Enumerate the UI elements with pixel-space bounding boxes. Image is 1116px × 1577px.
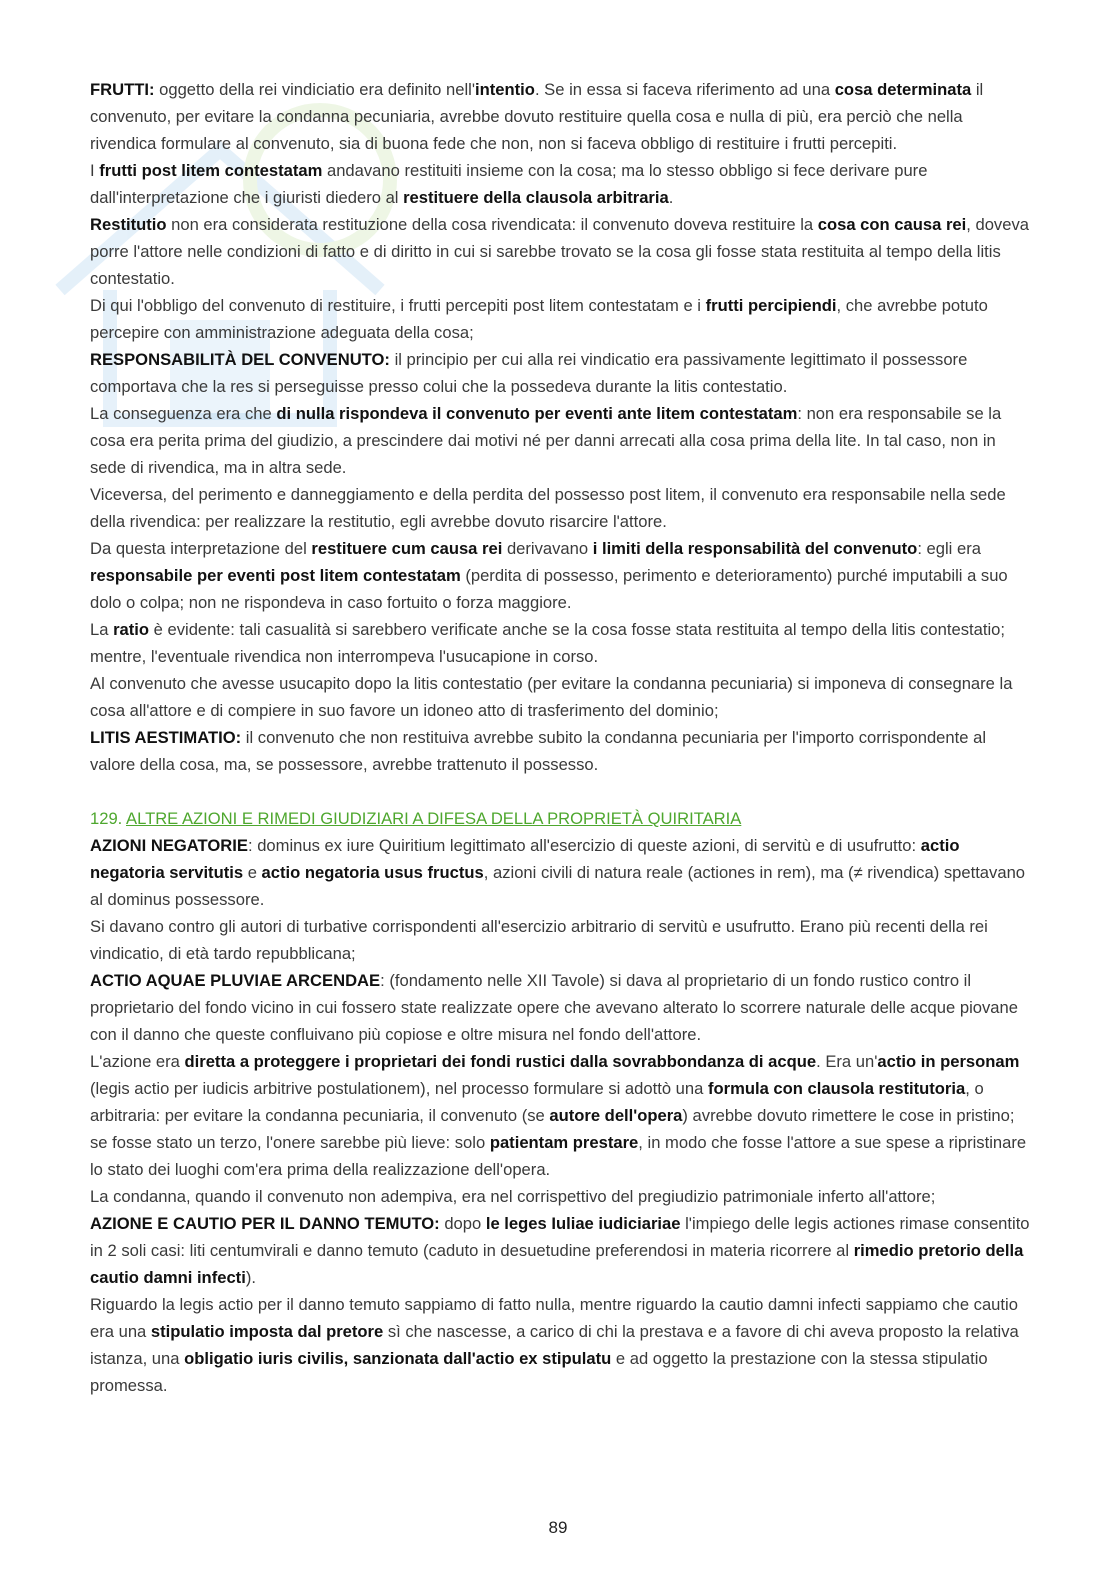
paragraph-actio-aquae: ACTIO AQUAE PLUVIAE ARCENDAE: (fondamento nelle XII Tavole) si dava al proprietario di un fondo rustico contro il proprietario del fondo vicino in cui fossero state realizzate opere che avevano alterato lo scorrere naturale delle acque piovane con il danno che queste confluivano più copiose e oltre misura nel fondo dell'attore.: [90, 971, 1018, 1044]
paragraph-restitutio: Restitutio non era considerata restituzione della cosa rivendicata: il convenuto doveva restituire la cosa con causa rei, doveva porre l'attore nelle condizioni di fatto e di diritto in cui si sarebbe trovato se la cosa gli fosse stata restituita al tempo della litis contestatio.: [90, 215, 1029, 288]
paragraph-frutti: FRUTTI: oggetto della rei vindiciatio era definito nell'intentio. Se in essa si faceva riferimento ad una cosa determinata il convenuto, per evitare la condanna pecuniaria, avrebbe dovuto restituire quella cosa e nulla di più, era perciò che nella rivendica formulare al convenuto, sia di buona fede che non, non si faceva obbligo di restituire i frutti percepiti.: [90, 80, 984, 153]
paragraph-cautio: Riguardo la legis actio per il danno temuto sappiamo di fatto nulla, mentre riguardo la cautio damni infecti sappiamo che cautio era una stipulatio imposta dal pretore sì che nascesse, a carico di chi la prestava e a favore di chi aveva proposto la relativa istanza, una obligatio iuris civilis, sanzionata dall'actio ex stipulatu e ad oggetto la prestazione con la stessa stipulatio promessa.: [90, 1295, 1019, 1395]
section-title: ALTRE AZIONI E RIMEDI GIUDIZIARI A DIFESA DELLA PROPRIETÀ QUIRITARIA: [126, 809, 742, 828]
paragraph-azione-diretta: L'azione era diretta a proteggere i proprietari dei fondi rustici dalla sovrabbondanza di acque. Era un'actio in personam (legis actio per iudicis arbitrive postulationem), nel processo formulare si adottò una formula con clausola restitutoria, o arbitraria: per evitare la condanna pecuniaria, il convenuto (se autore dell'opera) avrebbe dovuto rimettere le cose in pristino; se fosse stato un terzo, l'onere sarebbe più lieve: solo patientam prestare, in modo che fosse l'attore a sue spese a ripristinare lo stato dei luoghi com'era prima della realizzazione dell'opera.: [90, 1052, 1027, 1179]
paragraph-obbligo: Di qui l'obbligo del convenuto di restituire, i frutti percepiti post litem contestatam e i frutti percipiendi, che avrebbe potuto percepire con amministrazione adeguata della cosa;: [90, 296, 988, 342]
page-number: 89: [548, 1518, 568, 1537]
paragraph-conseguenza: La conseguenza era che di nulla rispondeva il convenuto per eventi ante litem contestatam: non era responsabile se la cosa era perita prima del giudizio, a prescindere dai motivi né per danni arrecati alla cosa prima della lite. In tal caso, non in sede di rivendica, ma in altra sede.: [90, 404, 1002, 477]
paragraph-responsabilita: RESPONSABILITÀ DEL CONVENUTO: il principio per cui alla rei vindicatio era passivamente legittimato il possessore comportava che la res si perseguisse presso colui che la possedeva durante la litis contestatio.: [90, 350, 968, 396]
section-heading: 129. ALTRE AZIONI E RIMEDI GIUDIZIARI A DIFESA DELLA PROPRIETÀ QUIRITARIA: [90, 809, 742, 828]
paragraph-usucapione: Al convenuto che avesse usucapito dopo la litis contestatio (per evitare la condanna pecuniaria) si imponeva di consegnare la cosa all'attore e di compiere in suo favore un idoneo atto di trasferimento del dominio;: [90, 674, 1013, 720]
paragraph-danno-temuto: AZIONE E CAUTIO PER IL DANNO TEMUTO: dopo le leges Iuliae iudiciariae l'impiego delle legis actiones rimase consentito in 2 soli casi: liti centumvirali e danno temuto (caduto in desuetudine preferendosi in materia ricorrere al rimedio pretorio della cautio damni infecti).: [90, 1214, 1030, 1287]
paragraph-condanna: La condanna, quando il convenuto non adempiva, era nel corrispettivo del pregiudizio patrimoniale inferto all'attore;: [90, 1187, 936, 1206]
paragraph-turbative: Si davano contro gli autori di turbative corrispondenti all'esercizio arbitrario di servitù e usufrutto. Erano più recenti della rei vindicatio, di età tardo repubblicana;: [90, 917, 988, 963]
paragraph-viceversa: Viceversa, del perimento e danneggiamento e della perdita del possesso post litem, il convenuto era responsabile nella sede della rivendica: per realizzare la restitutio, egli avrebbe dovuto risarcire l'attore.: [90, 485, 1006, 531]
paragraph-ratio: La ratio è evidente: tali casualità si sarebbero verificate anche se la cosa fosse stata restituita al tempo della litis contestatio; mentre, l'eventuale rivendica non interrompeva l'usucapione in corso.: [90, 620, 1006, 666]
paragraph-frutti-post-litem: I frutti post litem contestatam andavano restituiti insieme con la cosa; ma lo stesso obbligo si fece derivare pure dall'interpretazione che i giuristi diedero al restituere della clausola arbitraria.: [90, 161, 928, 207]
paragraph-azioni-negatorie: AZIONI NEGATORIE: dominus ex iure Quiritium legittimato all'esercizio di queste azioni, di servitù e di usufrutto: actio negatoria servitutis e actio negatoria usus fructus, azioni civili di natura reale (actiones in rem), ma (≠ rivendica) spettavano al dominus possessore.: [90, 836, 1026, 909]
paragraph-litis-aestimatio: LITIS AESTIMATIO: il convenuto che non restituiva avrebbe subito la condanna pecuniaria per l'importo corrispondente al valore della cosa, ma, se possessore, avrebbe trattenuto il possesso.: [90, 728, 987, 774]
document-body: [90, 76, 1030, 1399]
paragraph-interpretazione: Da questa interpretazione del restituere cum causa rei derivavano i limiti della responsabilità del convenuto: egli era responsabile per eventi post litem contestatam (perdita di possesso, perimento e deterioramento) purché imputabili a suo dolo o colpa; non ne rispondeva in caso fortuito o forza maggiore.: [90, 539, 1008, 612]
